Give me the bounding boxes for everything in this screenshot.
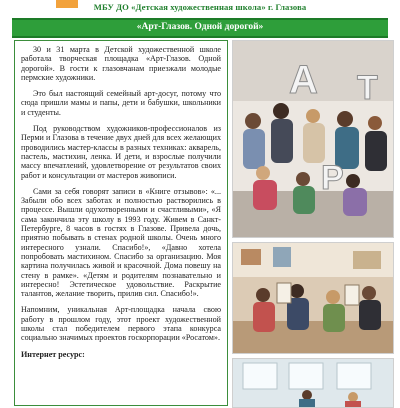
letter-a: А xyxy=(289,58,318,102)
article-paragraph-4: Сами за себя говорят записи в «Книге отзывов»: «... Забыли обо всех заботах и полностью растворились в процессе. Вышли одухотворенными и счастливыми», «Я сама закончила эту школу в 1993 году. Живем в Санкт-Петербурге, 8 часов в гостях в Глазове. Привела дочь, приятно побывать в стенах родной школы. Очень много интересного узнали. Спасибо!», «Давно хотела попробовать мастихином. Спасибо за организацию. Моя картина получилась живой и красочной. Дома повешу на стену в рамке». «Детям и родителям познавательно и интересно! Эстетическое удовольствие. Раскрытие талантов, желание творить, прилив сил. Спасибо!». xyxy=(21,186,221,299)
internet-resource-label: Интернет ресурс: xyxy=(21,349,85,359)
organization-header: МБУ ДО «Детская художественная школа» г. Глазова xyxy=(93,2,307,12)
page-title: «Арт-Глазов. Одной дорогой» xyxy=(136,22,264,32)
article-paragraph-3: Под руководством художников-профессионалов из Перми и Глазова в течение двух дней для всех желающих проводились мастер-классы в разных техниках: акварель, пастель, мастихин, ленка. И дети, и взрослые получили массу впечатлений, удовлетворение от результатов своих работ и консультации от мастеров живописи. xyxy=(21,124,221,180)
article-paragraph-5: Напомним, уникальная Арт-площадка начала свою работу в прошлом году, этот проект художественной школы стал победителем первого этапа конкурса социально значимых проектов госкорпорации «Росатом». xyxy=(21,305,221,343)
letter-r: Р xyxy=(321,159,344,197)
article-paragraph-1: 30 и 31 марта в Детской художественной школе работала творческая площадка «Арт-Глазов. Одной дорогой». В гости к глазовчанам приезжали молодые пермские художники. xyxy=(21,45,221,82)
photo-bright-room xyxy=(232,358,394,408)
article-paragraph-2: Это был настоящий семейный арт-досуг, потому что сюда пришли мамы и папы, дети и бабушки, школьники и студенты. xyxy=(21,89,221,117)
photo-group-with-letters xyxy=(232,40,394,238)
letter-t: Т xyxy=(357,69,378,107)
title-banner xyxy=(12,18,388,38)
photo-workshop-easels xyxy=(232,242,394,354)
article-body xyxy=(14,40,228,406)
